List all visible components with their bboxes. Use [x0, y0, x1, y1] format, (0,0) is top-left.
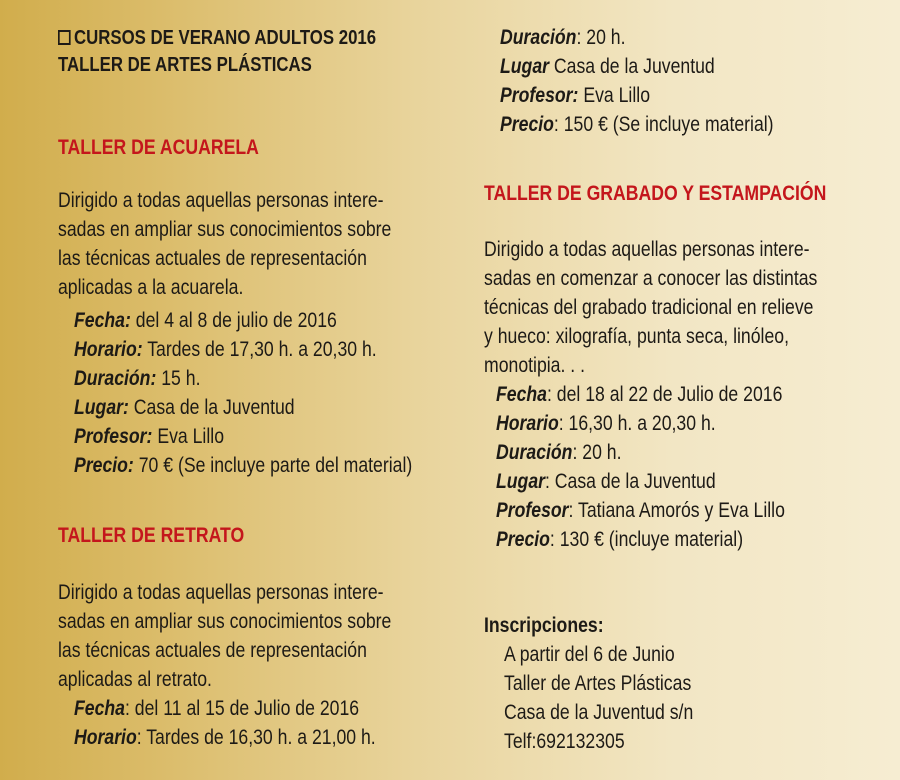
- detail-row-fecha: Fecha: del 18 al 22 de Julio de 2016: [496, 383, 783, 406]
- desc-line: monotipia. . .: [484, 354, 585, 377]
- desc-line: sadas en ampliar sus conocimientos sobre: [58, 610, 392, 633]
- desc-line: aplicadas a la acuarela.: [58, 276, 244, 299]
- detail-row-lugar: Lugar: Casa de la Juventud: [496, 470, 716, 493]
- desc-line: las técnicas actuales de representación: [58, 639, 367, 662]
- detail-row-profesor: Profesor: Eva Lillo: [74, 425, 225, 448]
- desc-line: Dirigido a todas aquellas personas intere-: [58, 581, 384, 604]
- detail-row-lugar: Lugar Casa de la Juventud: [500, 55, 715, 78]
- desc-line: Dirigido a todas aquellas personas intere-: [58, 189, 384, 212]
- detail-row-horario: Horario: Tardes de 17,30 h. a 20,30 h.: [74, 338, 377, 361]
- section-title-grabado: TALLER DE GRABADO Y ESTAMPACIÓN: [484, 182, 827, 205]
- detail-row-fecha: Fecha: del 11 al 15 de Julio de 2016: [74, 697, 360, 720]
- inscripciones-line: A partir del 6 de Junio: [504, 643, 675, 666]
- section-title-acuarela: TALLER DE ACUARELA: [58, 136, 259, 159]
- detail-row-lugar: Lugar: Casa de la Juventud: [74, 396, 295, 419]
- detail-row-precio: Precio: 130 € (incluye material): [496, 528, 744, 551]
- checkbox-icon: [58, 30, 71, 45]
- detail-row-profesor: Profesor: Tatiana Amorós y Eva Lillo: [496, 499, 785, 522]
- desc-line: aplicadas al retrato.: [58, 668, 212, 691]
- detail-row-duracion: Duración: 15 h.: [74, 367, 201, 390]
- desc-line: sadas en comenzar a conocer las distintas: [484, 267, 818, 290]
- desc-line: y hueco: xilografía, punta seca, linóleo,: [484, 325, 789, 348]
- inscripciones-line: Casa de la Juventud s/n: [504, 701, 694, 724]
- detail-row-duracion: Duración: 20 h.: [496, 441, 622, 464]
- detail-row-precio: Precio: 70 € (Se incluye parte del material): [74, 454, 413, 477]
- desc-line: sadas en ampliar sus conocimientos sobre: [58, 218, 392, 241]
- header-line-2: TALLER DE ARTES PLÁSTICAS: [58, 54, 312, 76]
- detail-row-profesor: Profesor: Eva Lillo: [500, 84, 651, 107]
- detail-row-horario: Horario: 16,30 h. a 20,30 h.: [496, 412, 716, 435]
- inscripciones-line: Taller de Artes Plásticas: [504, 672, 692, 695]
- detail-row-fecha: Fecha: del 4 al 8 de julio de 2016: [74, 309, 337, 332]
- detail-row-horario: Horario: Tardes de 16,30 h. a 21,00 h.: [74, 726, 376, 749]
- detail-row-precio: Precio: 150 € (Se incluye material): [500, 113, 774, 136]
- desc-line: las técnicas actuales de representación: [58, 247, 367, 270]
- desc-line: técnicas del grabado tradicional en relieve: [484, 296, 814, 319]
- detail-row-duracion: Duración: 20 h.: [500, 26, 626, 49]
- header-line-1: CURSOS DE VERANO ADULTOS 2016: [58, 24, 376, 52]
- section-title-retrato: TALLER DE RETRATO: [58, 524, 245, 547]
- desc-line: Dirigido a todas aquellas personas intere-: [484, 238, 810, 261]
- inscripciones-title: Inscripciones:: [484, 614, 604, 637]
- inscripciones-phone: Telf:692132305: [504, 730, 625, 753]
